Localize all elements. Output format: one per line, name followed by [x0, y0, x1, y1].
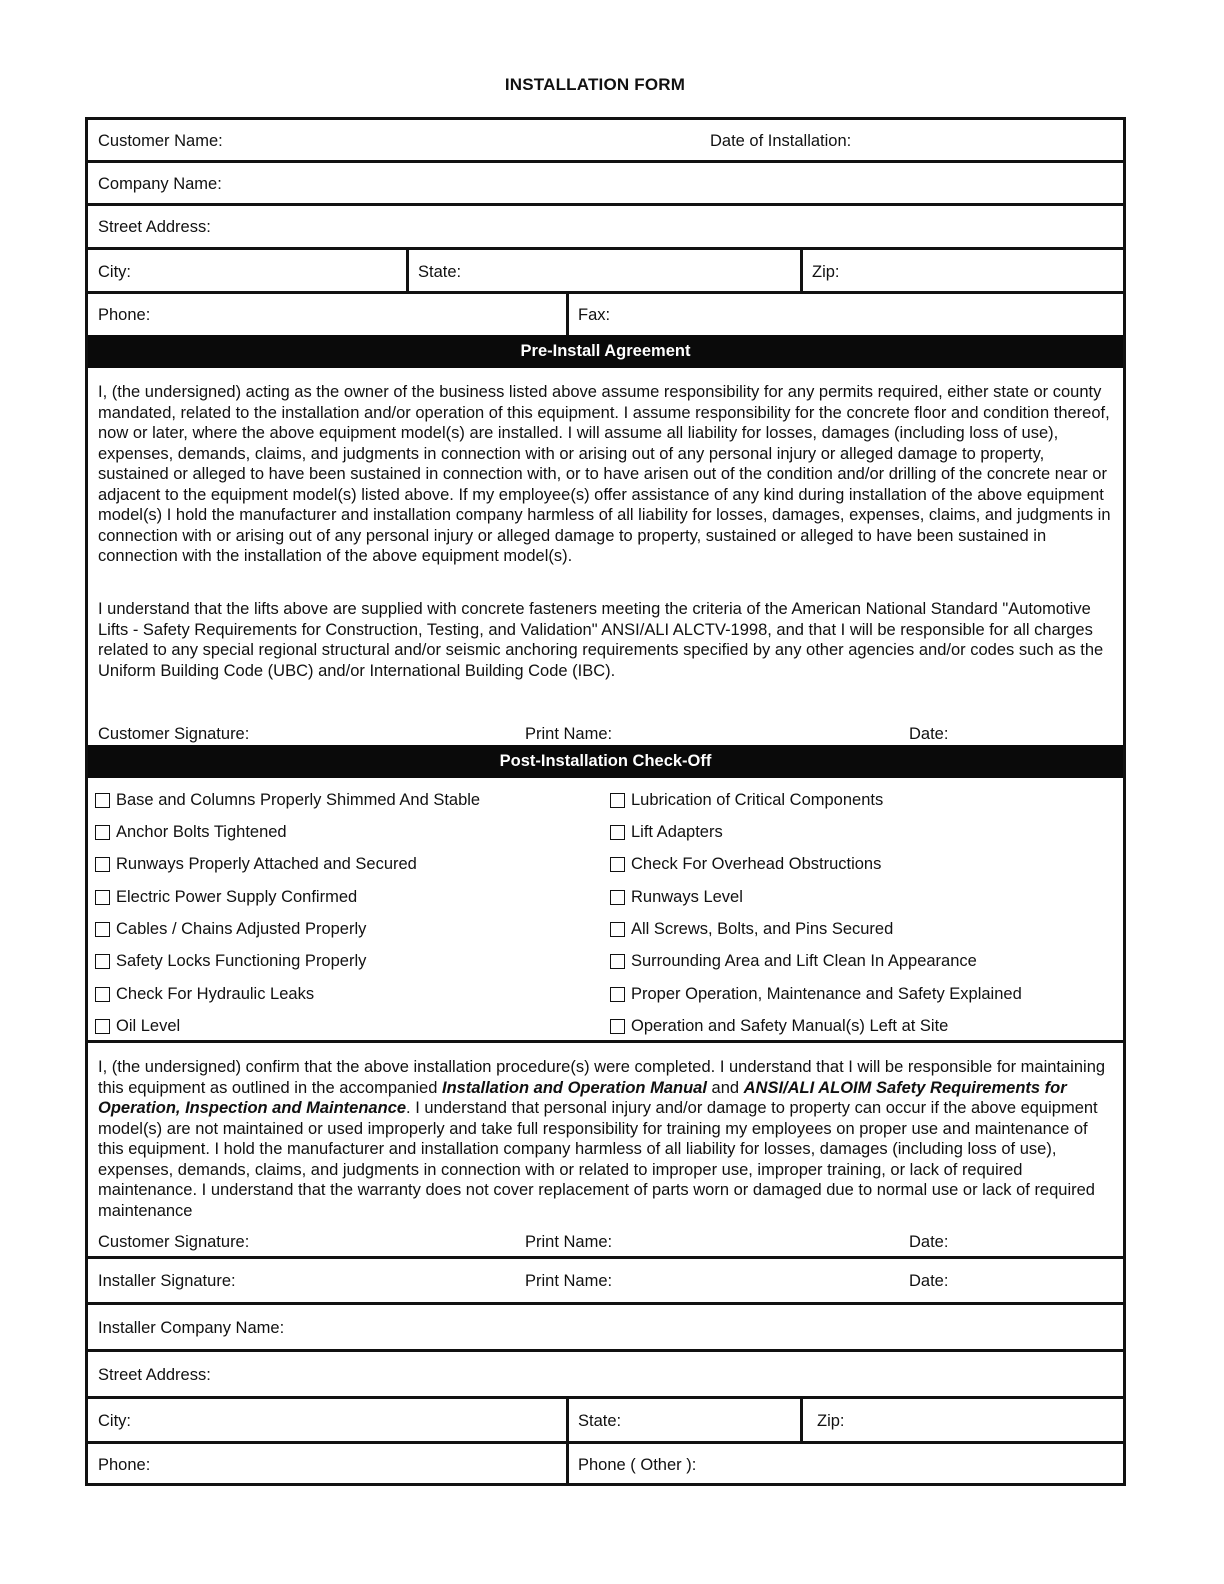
installer-company-field[interactable]: Installer Company Name: [98, 1319, 285, 1337]
pre-install-header: Pre-Install Agreement [88, 335, 1123, 368]
checklist-item[interactable]: Oil Level [95, 1017, 180, 1036]
pre-install-customer-signature[interactable]: Customer Signature: [98, 725, 250, 743]
installer-company-row [88, 1305, 1123, 1352]
checkbox[interactable] [95, 954, 110, 969]
checkbox[interactable] [610, 857, 625, 872]
customer-name-field[interactable]: Customer Name: [98, 132, 223, 150]
installer-signature-row [88, 1259, 1123, 1305]
checklist-item[interactable]: Electric Power Supply Confirmed [95, 888, 357, 907]
checklist-item[interactable]: Anchor Bolts Tightened [95, 823, 287, 842]
checkbox[interactable] [95, 825, 110, 840]
city-state-zip-row [88, 250, 1123, 294]
post-customer-signature[interactable]: Customer Signature: [98, 1233, 250, 1251]
installer-zip-field[interactable]: Zip: [817, 1412, 845, 1430]
checkbox[interactable] [610, 987, 625, 1002]
checklist-item[interactable]: Proper Operation, Maintenance and Safety Explained [610, 985, 1022, 1004]
installer-phone-other-field[interactable]: Phone ( Other ): [578, 1456, 697, 1474]
divider [566, 1444, 569, 1486]
checklist-item[interactable]: Check For Overhead Obstructions [610, 855, 881, 874]
company-name-row [88, 163, 1123, 206]
checkbox[interactable] [95, 922, 110, 937]
checkbox[interactable] [610, 1019, 625, 1034]
street-address-row [88, 206, 1123, 250]
phone-fax-row [88, 294, 1123, 335]
customer-name-row [88, 120, 1123, 163]
checkbox[interactable] [95, 793, 110, 808]
installation-form [85, 117, 1126, 1486]
zip-field[interactable]: Zip: [812, 263, 840, 281]
post-customer-print-name[interactable]: Print Name: [525, 1233, 613, 1251]
pre-install-paragraph-1: I, (the undersigned) acting as the owner of the business listed above assume responsibility for any permits required, either state or county mandated, related to the installation and/or operation of this equipment. I assume responsibility for the concrete floor and condition thereof, now or later, where the above equipment model(s) are installed. I will assume all liability for losses, damages (including loss of use), expenses, demands, claims, and judgments in connection with or arising out of any personal injury or alleged damage to property, sustained or alleged to have been sustained in connection with, or to have arisen out of the condition and/or drilling of the concrete near or adjacent to the equipment model(s) listed above. If my employee(s) offer assistance of any kind during installation of the above equipment model(s) I hold the manufacturer and installation company harmless of all liability for losses, damages, expenses, claims, and judgments in connection with or arising out of any personal injury or alleged damage to property, sustained or alleged to have been sustained in connection with the installation of the above equipment model(s). [98, 383, 1111, 565]
company-name-field[interactable]: Company Name: [98, 175, 222, 193]
checklist-item[interactable]: Cables / Chains Adjusted Properly [95, 920, 366, 939]
checkbox[interactable] [610, 825, 625, 840]
divider [800, 250, 803, 291]
installation-date-field[interactable]: Date of Installation: [710, 132, 852, 150]
post-customer-date[interactable]: Date: [909, 1233, 949, 1251]
checklist-item[interactable]: Check For Hydraulic Leaks [95, 985, 314, 1004]
checklist-item[interactable]: Safety Locks Functioning Properly [95, 952, 366, 971]
checkbox[interactable] [95, 1019, 110, 1034]
installer-state-field[interactable]: State: [578, 1412, 622, 1430]
installer-phone-field[interactable]: Phone: [98, 1456, 151, 1474]
divider [406, 250, 409, 291]
state-field[interactable]: State: [418, 263, 462, 281]
divider [800, 1399, 803, 1441]
street-address-field[interactable]: Street Address: [98, 218, 211, 236]
installer-phone-row [88, 1444, 1123, 1486]
city-field[interactable]: City: [98, 263, 131, 281]
checklist-item[interactable]: All Screws, Bolts, and Pins Secured [610, 920, 893, 939]
checklist-item[interactable]: Surrounding Area and Lift Clean In Appearance [610, 952, 977, 971]
checkbox[interactable] [95, 987, 110, 1002]
installer-city-state-zip-row [88, 1399, 1123, 1444]
form-title: INSTALLATION FORM [504, 75, 686, 94]
pre-install-print-name[interactable]: Print Name: [525, 725, 613, 743]
post-install-header: Post-Installation Check-Off [88, 745, 1123, 778]
checkbox[interactable] [610, 922, 625, 937]
checklist-item[interactable]: Operation and Safety Manual(s) Left at Site [610, 1017, 948, 1036]
checkbox[interactable] [610, 793, 625, 808]
checkbox[interactable] [95, 857, 110, 872]
checklist-item[interactable]: Base and Columns Properly Shimmed And Stable [95, 791, 480, 810]
divider [566, 1399, 569, 1441]
pre-install-date[interactable]: Date: [909, 725, 949, 743]
confirmation-paragraph: I, (the undersigned) confirm that the above installation procedure(s) were completed. I understand that I will be responsible for maintaining this equipment as outlined in the accompanied Installation and Operation Manual and ANSI/ALI ALOIM Safety Requirements for Operation, Inspection and Maintenance. I understand that personal injury and/or damage to property can occur if the above equipment model(s) are not maintained or used improperly and take full responsibility for training my employees on proper use and maintenance of this equipment. I hold the manufacturer and installation company harmless of all liability for losses, damages (including loss of use), expenses, demands, claims, and judgments in connection with or related to improper use, improper training, or lack of required maintenance. I understand that the warranty does not cover replacement of parts worn or damaged due to normal use or lack of required maintenance [98, 1058, 1106, 1220]
installer-signature[interactable]: Installer Signature: [98, 1272, 236, 1290]
checkbox[interactable] [610, 954, 625, 969]
installer-date[interactable]: Date: [909, 1272, 949, 1290]
fax-field[interactable]: Fax: [578, 306, 611, 324]
divider [88, 1040, 1123, 1043]
checklist-item[interactable]: Runways Level [610, 888, 743, 907]
divider [566, 294, 569, 335]
installer-street-row [88, 1352, 1123, 1399]
checkbox[interactable] [95, 890, 110, 905]
post-customer-signature-row [88, 1225, 1123, 1259]
checklist-item[interactable]: Lift Adapters [610, 823, 723, 842]
pre-install-paragraph-2: I understand that the lifts above are supplied with concrete fasteners meeting the criteria of the American National Standard "Automotive Lifts - Safety Requirements for Construction, Testing, and Validation" ANSI/ALI ALCTV-1998, and that I will be responsible for all charges related to any special regional structural and/or seismic anchoring requirements specified by any other agencies and/or codes such as the Uniform Building Code (UBC) and/or International Building Code (IBC). [98, 600, 1104, 680]
checklist-item[interactable]: Lubrication of Critical Components [610, 791, 883, 810]
installer-print-name[interactable]: Print Name: [525, 1272, 613, 1290]
checkbox[interactable] [610, 890, 625, 905]
installer-street-field[interactable]: Street Address: [98, 1366, 211, 1384]
checklist-item[interactable]: Runways Properly Attached and Secured [95, 855, 417, 874]
installer-city-field[interactable]: City: [98, 1412, 131, 1430]
phone-field[interactable]: Phone: [98, 306, 151, 324]
